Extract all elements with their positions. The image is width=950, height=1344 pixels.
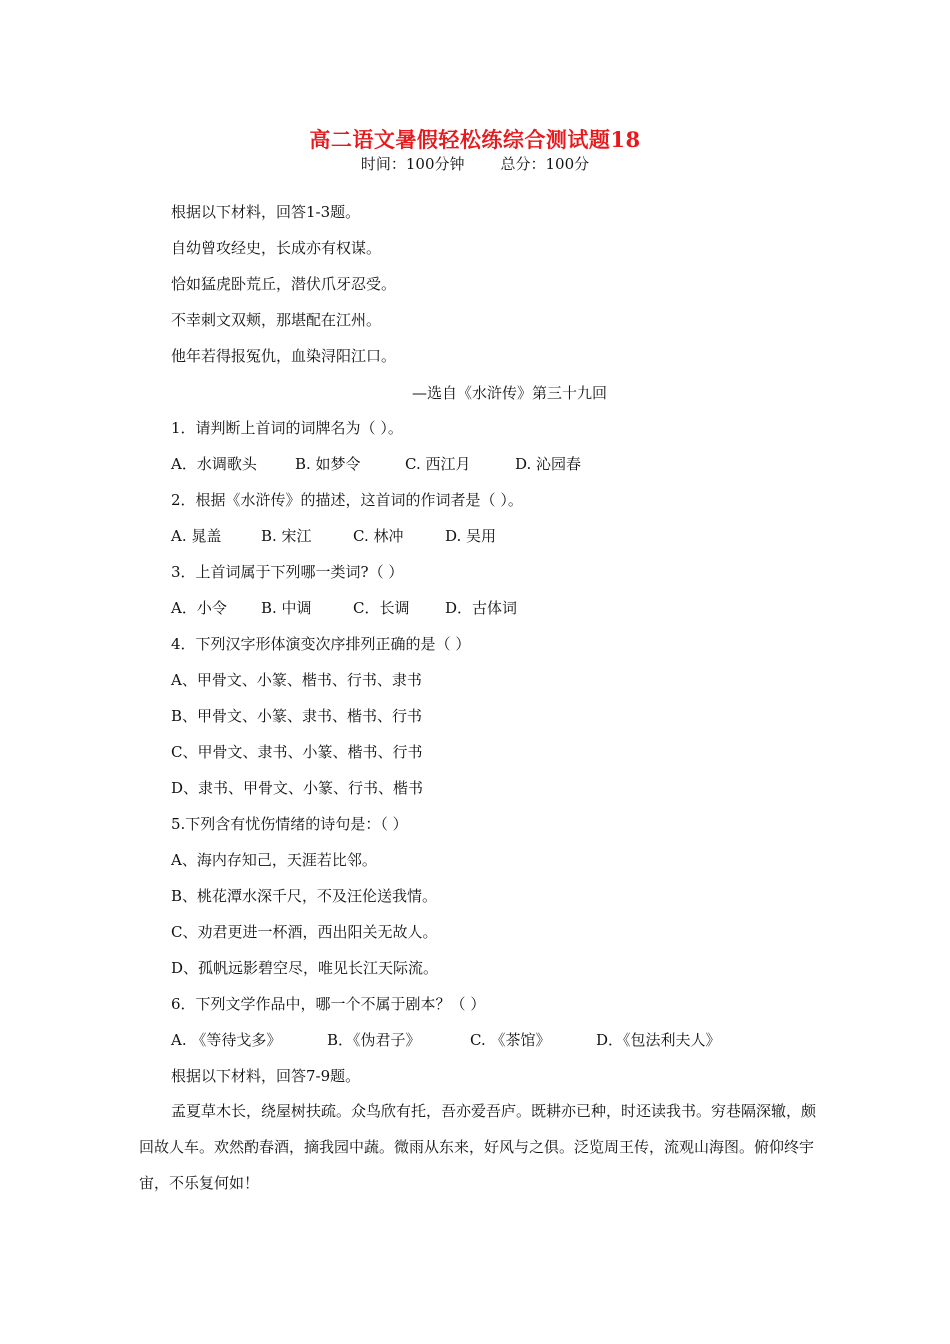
q3-option-b: B. 中调 — [261, 599, 312, 617]
q2-option-b: B. 宋江 — [261, 527, 312, 545]
exam-info — [0, 153, 950, 174]
poem-line-4: 他年若得报冤仇，血染浔阳江口。 — [171, 347, 397, 365]
q4-option-a: A、甲骨文、小篆、楷书、行书、隶书 — [171, 671, 422, 689]
q3-option-c: C．长调 — [353, 599, 410, 617]
question-4-stem: 4．下列汉字形体演变次序排列正确的是（ ） — [171, 635, 471, 653]
q1-option-a: A．水调歌头 — [171, 455, 257, 473]
q4-option-c: C、甲骨文、隶书、小篆、楷书、行书 — [171, 743, 423, 761]
q1-option-b: B. 如梦令 — [295, 455, 361, 473]
q2-option-a: A. 晁盖 — [171, 527, 222, 545]
q6-option-a: A. 《等待戈多》 — [171, 1031, 282, 1049]
question-1-stem: 1．请判断上首词的词牌名为（ ）。 — [171, 419, 403, 437]
q2-option-c: C. 林冲 — [353, 527, 404, 545]
q6-option-b: B．《伪君子》 — [327, 1031, 421, 1049]
reading-passage — [139, 1093, 821, 1201]
q1-option-d: D. 沁园春 — [515, 455, 582, 473]
question-6-stem: 6．下列文学作品中，哪一个不属于剧本？（ ） — [171, 995, 486, 1013]
q2-option-d: D. 吴用 — [445, 527, 497, 545]
question-2-options — [171, 526, 496, 546]
poem-line-2: 恰如猛虎卧荒丘，潜伏爪牙忍受。 — [171, 275, 397, 293]
question-5-stem: 5.下列含有忧伤情绪的诗句是：（ ） — [171, 815, 408, 833]
question-1-options — [171, 454, 581, 474]
q5-option-d: D、孤帆远影碧空尽，唯见长江天际流。 — [171, 959, 439, 977]
poem-line-3: 不幸刺文双颊，那堪配在江州。 — [171, 311, 382, 329]
material-intro-1: 根据以下材料，回答1-3题。 — [171, 203, 361, 221]
material-intro-2: 根据以下材料，回答7-9题。 — [171, 1067, 361, 1085]
q6-option-c: C. 《茶馆》 — [470, 1031, 551, 1049]
question-3-stem: 3．上首词属于下列哪一类词?（ ） — [171, 563, 404, 581]
q5-option-a: A、海内存知己，天涯若比邻。 — [171, 851, 377, 869]
q5-option-b: B、桃花潭水深千尺，不及汪伦送我情。 — [171, 887, 438, 905]
q4-option-d: D、隶书、甲骨文、小篆、行书、楷书 — [171, 779, 424, 797]
poem-source: —选自《水浒传》第三十九回 — [412, 384, 608, 402]
question-2-stem: 2．根据《水浒传》的描述，这首词的作词者是（ ）。 — [171, 491, 523, 509]
document-title: 高二语文暑假轻松练综合测试题18 — [309, 127, 641, 152]
q3-option-d: D．古体词 — [445, 599, 518, 617]
q6-option-d: D．《包法利夫人》 — [596, 1031, 721, 1049]
poem-line-1: 自幼曾攻经史，长成亦有权谋。 — [171, 239, 382, 257]
exam-score: 总分：100分 — [500, 155, 590, 173]
question-6-options — [171, 1030, 721, 1050]
q5-option-c: C、劝君更进一杯酒，西出阳关无故人。 — [171, 923, 438, 941]
exam-time: 时间：100分钟 — [360, 155, 465, 173]
question-3-options — [171, 598, 517, 618]
q1-option-c: C. 西江月 — [405, 455, 471, 473]
q4-option-b: B、甲骨文、小篆、隶书、楷书、行书 — [171, 707, 423, 725]
passage-text: 孟夏草木长，绕屋树扶疏。众鸟欣有托，吾亦爱吾庐。既耕亦已种，时还读我书。穷巷隔深辙，颇回故人车。欢然酌春酒，摘我园中蔬。微雨从东来，好风与之俱。泛览周王传，流观山海图。俯仰终宇宙，不乐复何如！ — [139, 1102, 817, 1192]
q3-option-a: A．小令 — [171, 599, 227, 617]
